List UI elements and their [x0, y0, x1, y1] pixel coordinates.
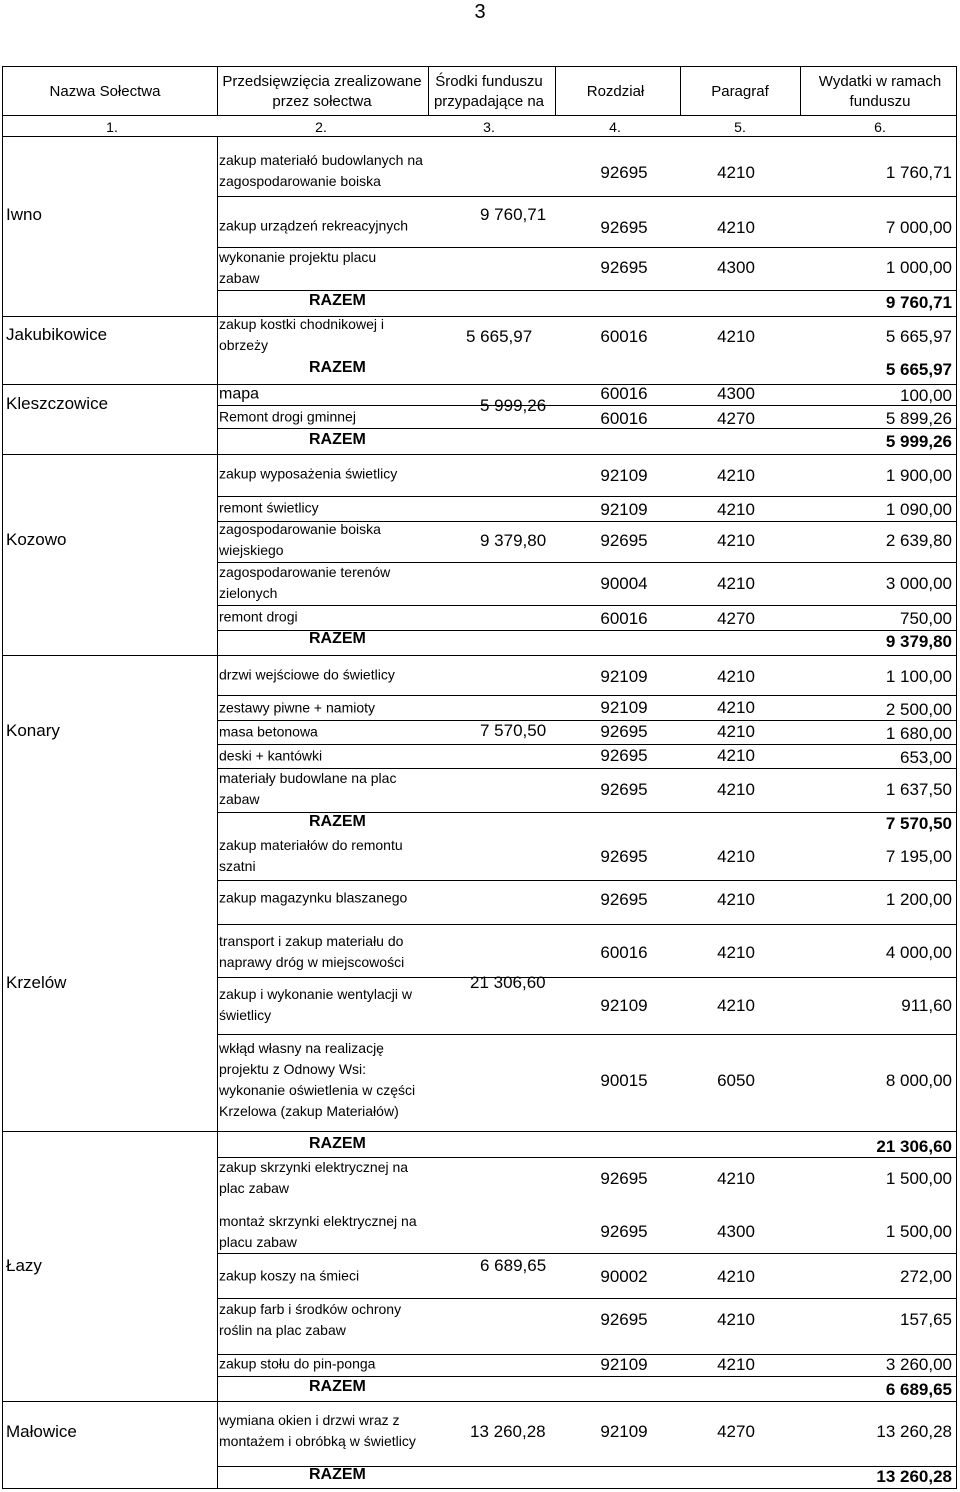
- header-expenses: Wydatki w ramach funduszu: [818, 73, 942, 110]
- item-description: zakup materiałów do remontu szatni: [219, 837, 403, 874]
- item-description: zagospodarowanie terenów zielonych: [219, 564, 391, 601]
- item-amount: 1 500,00: [885, 1169, 952, 1188]
- item-description: zakup i wykonanie wentylacji w świetlicy: [219, 986, 412, 1023]
- item-description: deski + kantówki: [219, 747, 323, 764]
- grid-line: [555, 66, 556, 115]
- item-description: zakup koszy na śmieci: [219, 1267, 360, 1284]
- item-description: zakup urządzeń rekreacyjnych: [219, 217, 409, 234]
- summary-amount: 9 379,80: [885, 632, 952, 651]
- item-paragraph: 4270: [717, 609, 755, 628]
- item-paragraph: 4300: [717, 384, 755, 403]
- grid-line: [2, 136, 957, 137]
- item-paragraph: 4210: [717, 1310, 755, 1329]
- item-chapter: 60016: [600, 609, 648, 628]
- item-paragraph: 4210: [717, 943, 755, 962]
- village-fund-total: 6 689,65: [480, 1256, 547, 1275]
- village-name: Konary: [6, 721, 60, 740]
- item-chapter: 92109: [600, 466, 648, 485]
- item-chapter: 92695: [600, 722, 648, 741]
- summary-label: RAZEM: [309, 813, 366, 830]
- grid-line: [2, 1131, 957, 1132]
- item-description: remont świetlicy: [219, 499, 319, 516]
- item-chapter: 92695: [600, 847, 648, 866]
- item-amount: 157,65: [900, 1310, 952, 1329]
- summary-label: RAZEM: [309, 431, 366, 448]
- item-amount: 750,00: [900, 609, 952, 628]
- page-number: 3: [474, 1, 486, 23]
- item-chapter: 92109: [600, 500, 648, 519]
- item-paragraph: 4210: [717, 466, 755, 485]
- header-village: Nazwa Sołectwa: [49, 83, 161, 100]
- item-amount: 911,60: [901, 996, 952, 1015]
- item-paragraph: 4210: [717, 1355, 755, 1374]
- item-paragraph: 4210: [717, 746, 755, 765]
- item-chapter: 92695: [600, 746, 648, 765]
- item-description: mapa: [219, 385, 260, 403]
- grid-line: [217, 1034, 957, 1035]
- item-chapter: 90002: [600, 1267, 648, 1286]
- item-chapter: 92109: [600, 698, 648, 717]
- item-paragraph: 4210: [717, 327, 755, 346]
- item-paragraph: 4270: [717, 1422, 755, 1441]
- item-chapter: 60016: [600, 384, 648, 403]
- item-chapter: 92695: [600, 780, 648, 799]
- summary-label: RAZEM: [309, 292, 366, 309]
- item-amount: 3 260,00: [885, 1355, 952, 1374]
- item-paragraph: 4210: [717, 847, 755, 866]
- item-paragraph: 4210: [717, 163, 755, 182]
- item-chapter: 60016: [600, 943, 648, 962]
- item-paragraph: 6050: [717, 1071, 755, 1090]
- item-amount: 7 195,00: [885, 847, 952, 866]
- grid-line: [217, 880, 957, 881]
- item-amount: 1 900,00: [885, 466, 952, 485]
- grid-line: [956, 66, 957, 1488]
- item-paragraph: 4210: [717, 500, 755, 519]
- header-chapter: Rozdział: [586, 83, 645, 100]
- summary-amount: 13 260,28: [876, 1467, 952, 1486]
- item-amount: 5 899,26: [885, 409, 952, 428]
- summary-amount: 21 306,60: [876, 1137, 952, 1156]
- village-fund-total: 13 260,28: [470, 1422, 546, 1441]
- summary-label: RAZEM: [309, 1135, 366, 1152]
- item-paragraph: 4210: [717, 722, 755, 741]
- village-fund-total: 21 306,60: [470, 973, 546, 992]
- item-amount: 13 260,28: [876, 1422, 952, 1441]
- header-funds: Środki funduszu przypadające na: [433, 73, 545, 110]
- item-chapter: 92109: [600, 996, 648, 1015]
- item-description: materiały budowlane na plac zabaw: [219, 770, 397, 807]
- item-paragraph: 4210: [717, 698, 755, 717]
- item-description: zakup farb i środków ochrony roślin na plac zabaw: [219, 1301, 402, 1338]
- item-paragraph: 4210: [717, 667, 755, 686]
- summary-amount: 7 570,50: [885, 814, 952, 833]
- header-projects: Przedsięwzięcia zrealizowane przez sołectwa: [222, 73, 422, 110]
- item-amount: 272,00: [900, 1267, 952, 1286]
- item-description: zestawy piwne + namioty: [219, 699, 376, 716]
- village-fund-total: 5 665,97: [466, 327, 533, 346]
- item-description: transport i zakup materiału do naprawy dróg w miejscowości: [219, 933, 405, 970]
- item-chapter: 92695: [600, 890, 648, 909]
- item-chapter: 92109: [600, 1355, 648, 1374]
- village-name: Jakubikowice: [6, 325, 108, 344]
- item-chapter: 60016: [600, 409, 648, 428]
- summary-amount: 5 999,26: [885, 432, 952, 451]
- item-chapter: 92695: [600, 531, 648, 550]
- item-chapter: 90015: [600, 1071, 648, 1090]
- item-chapter: 92109: [600, 667, 648, 686]
- item-amount: 1 500,00: [885, 1222, 952, 1241]
- item-description: drzwi wejściowe do świetlicy: [219, 666, 395, 683]
- summary-amount: 6 689,65: [885, 1380, 952, 1399]
- item-paragraph: 4210: [717, 996, 755, 1015]
- item-chapter: 90004: [600, 574, 648, 593]
- item-description: Remont drogi gminnej: [219, 408, 356, 425]
- column-number: 3.: [483, 119, 495, 135]
- item-description: zakup skrzynki elektrycznej na plac zabaw: [219, 1159, 409, 1196]
- grid-line: [2, 316, 957, 317]
- item-amount: 1 680,00: [885, 724, 952, 743]
- item-description: zakup magazynku blaszanego: [219, 889, 408, 906]
- item-amount: 1 200,00: [885, 890, 952, 909]
- item-amount: 8 000,00: [885, 1071, 952, 1090]
- grid-line: [2, 655, 957, 656]
- column-number: 5.: [734, 119, 746, 135]
- item-description: zakup materiałó budowlanych na zagospodarowanie boiska: [219, 152, 423, 189]
- item-amount: 3 000,00: [885, 574, 952, 593]
- item-chapter: 92695: [600, 163, 648, 182]
- grid-line: [217, 1253, 957, 1254]
- item-description: wymiana okien i drzwi wraz z montażem i obróbką w świetlicy: [219, 1412, 416, 1449]
- item-paragraph: 4210: [717, 218, 755, 237]
- item-paragraph: 4210: [717, 574, 755, 593]
- item-chapter: 92695: [600, 1169, 648, 1188]
- item-description: wkłąd własny na realizację projektu z Odnowy Wsi: wykonanie oświetlenia w części Krzelowa (zakup Materiałów): [219, 1040, 416, 1119]
- grid-line: [2, 115, 957, 116]
- grid-line: [217, 924, 957, 925]
- item-paragraph: 4300: [717, 258, 755, 277]
- item-chapter: 60016: [600, 327, 648, 346]
- item-amount: 100,00: [900, 386, 952, 405]
- item-description: zakup kostki chodnikowej i obrzeży: [219, 316, 384, 353]
- grid-line: [2, 66, 957, 67]
- column-number: 2.: [315, 119, 327, 135]
- item-chapter: 92109: [600, 1422, 648, 1441]
- item-paragraph: 4270: [717, 409, 755, 428]
- village-name: Iwno: [6, 205, 42, 224]
- column-number: 6.: [874, 119, 886, 135]
- grid-line: [2, 66, 3, 1488]
- item-paragraph: 4210: [717, 531, 755, 550]
- item-amount: 1 000,00: [885, 258, 952, 277]
- item-amount: 1 090,00: [885, 500, 952, 519]
- item-amount: 2 639,80: [885, 531, 952, 550]
- item-amount: 1 637,50: [885, 780, 952, 799]
- village-name: Kleszczowice: [6, 394, 109, 413]
- item-paragraph: 4210: [717, 890, 755, 909]
- column-number: 4.: [609, 119, 621, 135]
- header-paragraph: Paragraf: [711, 83, 769, 100]
- item-chapter: 92695: [600, 218, 648, 237]
- item-amount: 4 000,00: [885, 943, 952, 962]
- village-name: Kozowo: [6, 530, 67, 549]
- item-description: zakup stołu do pin-ponga: [219, 1355, 376, 1372]
- item-description: montaż skrzynki elektrycznej na placu zabaw: [219, 1213, 417, 1250]
- grid-line: [217, 196, 957, 197]
- grid-line: [2, 454, 957, 455]
- item-amount: 2 500,00: [885, 700, 952, 719]
- summary-amount: 5 665,97: [885, 360, 952, 379]
- village-fund-total: 9 760,71: [480, 205, 547, 224]
- village-name: Małowice: [6, 1422, 77, 1441]
- item-description: remont drogi: [219, 608, 298, 625]
- summary-label: RAZEM: [309, 359, 366, 376]
- item-amount: 1 100,00: [885, 667, 952, 686]
- grid-line: [217, 66, 218, 115]
- item-paragraph: 4210: [717, 1267, 755, 1286]
- item-description: wykonanie projektu placu zabaw: [219, 249, 377, 286]
- summary-amount: 9 760,71: [885, 293, 952, 312]
- item-description: masa betonowa: [219, 723, 318, 740]
- item-description: zakup wyposażenia świetlicy: [219, 465, 398, 482]
- item-amount: 1 760,71: [885, 163, 952, 182]
- village-fund-total: 7 570,50: [480, 721, 547, 740]
- grid-line: [2, 1401, 957, 1402]
- item-paragraph: 4210: [717, 780, 755, 799]
- item-amount: 7 000,00: [885, 218, 952, 237]
- village-fund-total: 9 379,80: [480, 531, 547, 550]
- grid-line: [217, 977, 957, 978]
- item-chapter: 92695: [600, 258, 648, 277]
- summary-label: RAZEM: [309, 1378, 366, 1395]
- summary-label: RAZEM: [309, 1466, 366, 1483]
- item-amount: 653,00: [900, 748, 952, 767]
- village-name: Krzelów: [6, 973, 67, 992]
- item-paragraph: 4300: [717, 1222, 755, 1241]
- grid-line: [217, 695, 957, 696]
- item-amount: 5 665,97: [885, 327, 952, 346]
- summary-label: RAZEM: [309, 630, 366, 647]
- item-paragraph: 4210: [717, 1169, 755, 1188]
- column-number: 1.: [106, 119, 118, 135]
- item-description: zagospodarowanie boiska wiejskiego: [219, 521, 381, 558]
- village-name: Łazy: [6, 1256, 42, 1275]
- item-chapter: 92695: [600, 1222, 648, 1241]
- village-fund-total: 5 999,26: [480, 396, 547, 415]
- item-chapter: 92695: [600, 1310, 648, 1329]
- grid-line: [2, 1488, 957, 1489]
